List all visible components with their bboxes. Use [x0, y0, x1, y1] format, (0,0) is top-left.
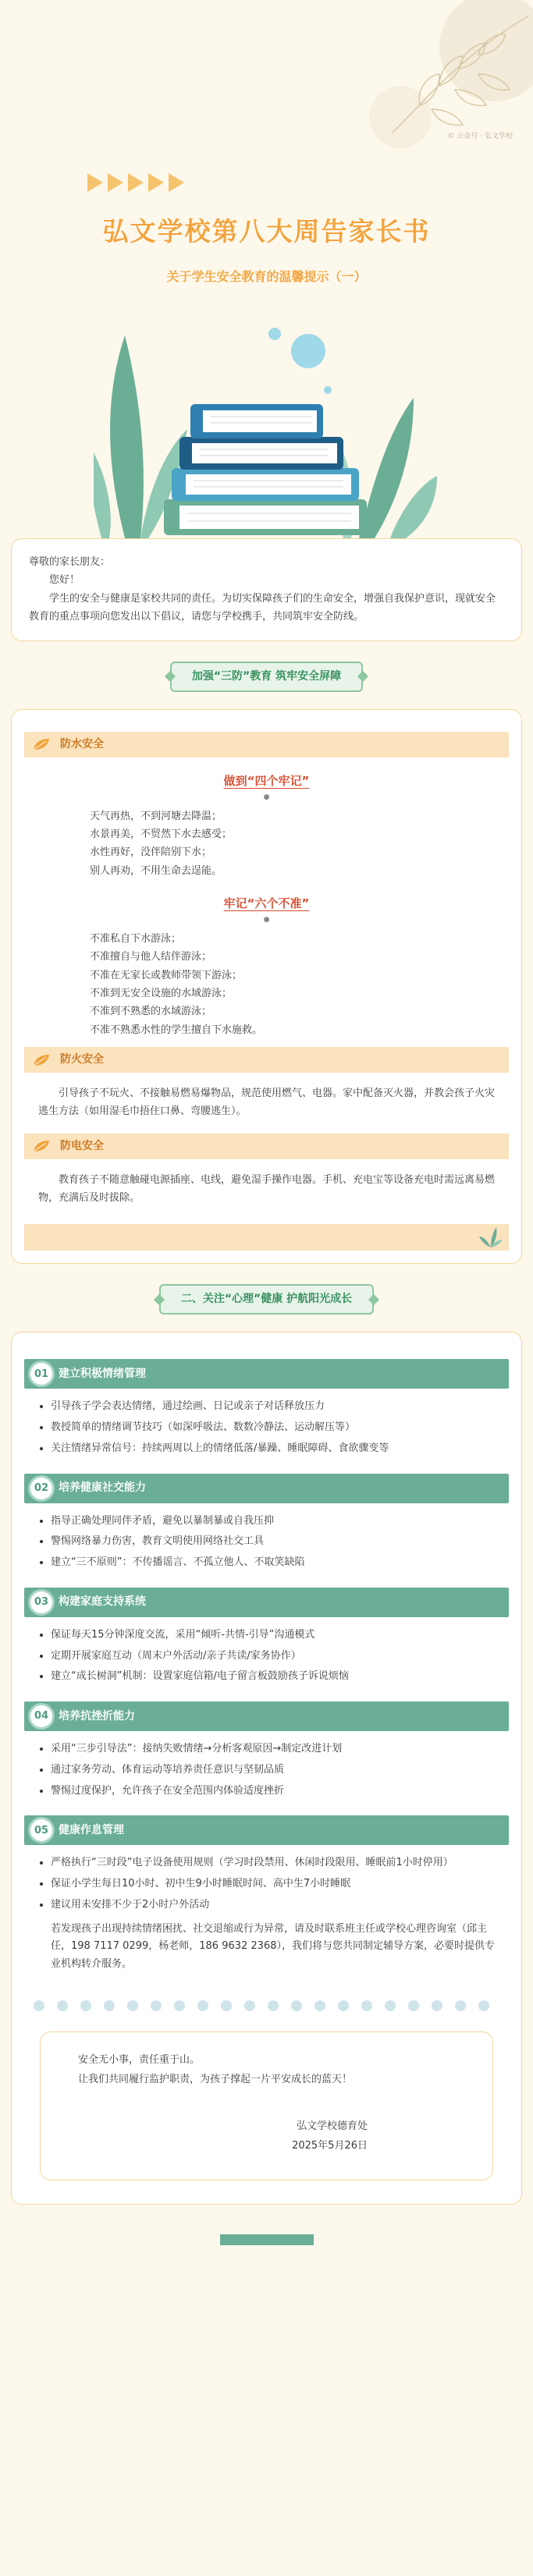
safety-section-card: [11, 709, 522, 1265]
block-number: 05: [30, 1819, 52, 1841]
block-title: 培养抗挫折能力: [59, 1709, 135, 1723]
closing-card: [40, 2031, 493, 2180]
water-safety-header: [24, 732, 509, 758]
block-title: 构建家庭支持系统: [59, 1595, 146, 1609]
fire-safety-title: 防火安全: [60, 1053, 104, 1066]
list-item: 严格执行“三时段”电子设备使用规则（学习时段禁用、休闲时段限用、睡眠前1小时停用）: [51, 1854, 503, 1872]
section1-footer-bar: [24, 1224, 509, 1251]
salutation: 尊敬的家长朋友：: [29, 556, 111, 568]
block-list: [12, 1740, 521, 1800]
list-item: 不准擅自与他人结伴游泳；: [90, 951, 212, 963]
block-header: [24, 1359, 509, 1389]
fire-safety-header: [24, 1047, 509, 1073]
block-list: [12, 1398, 521, 1457]
list-item: 水性再好，没伴陪别下水；: [90, 846, 212, 859]
signature-org: 弘文学校德育处: [296, 2120, 368, 2133]
page-subtitle: 关于学生安全教育的温馨提示（一）: [166, 269, 367, 284]
leaf-icon: [32, 1139, 52, 1153]
list-item: 不准在无家长或教师带领下游泳；: [90, 969, 243, 981]
list-item: 建立“三不原则”：不传播谣言、不孤立他人、不取笑缺陷: [51, 1554, 503, 1572]
list-item: 警惕网络暴力伤害，教育文明使用网络社交工具: [51, 1533, 503, 1551]
block-list: [12, 1627, 521, 1686]
list-item: 保证小学生每日10小时、初中生9小时睡眠时间、高中生7小时睡眠: [51, 1875, 503, 1893]
contact-paragraph: 若发现孩子出现持续情绪困扰、社交退缩或行为异常，请及时联系班主任或学校心理咨询室（邱主任，198 7117 0299，杨老师，186 9632 2368），我们将与您共同制定辅导方案，必要时提供专业机构转介服务。: [51, 1922, 495, 1971]
list-item: 引导孩子学会表达情绪，通过绘画、日记或亲子对话释放压力: [51, 1398, 503, 1416]
signature-block: [78, 2117, 461, 2156]
books-plants-illustration: [94, 320, 445, 538]
list-item: 教授简单的情绪调节技巧（如深呼吸法、数数冷静法、运动解压等）: [51, 1419, 503, 1437]
block-title: 建立积极情绪管理: [59, 1367, 146, 1380]
block-list: [12, 1854, 521, 1914]
list-item: 保证每天15分钟深度交流，采用“倾听-共情-引导”沟通模式: [51, 1627, 503, 1645]
list-item: 关注情绪异常信号：持续两周以上的情绪低落/暴躁、睡眠障碍、食欲骤变等: [51, 1440, 503, 1458]
list-item: 建议用未安排不少于2小时户外活动: [51, 1897, 503, 1914]
bottom-bar: [220, 2234, 314, 2245]
list-item: 不准到不熟悉的水域游泳；: [90, 1006, 212, 1018]
list-item: 不准到无安全设施的水域游泳；: [90, 987, 233, 999]
fire-safety-body: 引导孩子不玩火、不接触易燃易爆物品，规范使用燃气、电器。家中配备灭火器，并教会孩子火灾逃生方法（如用湿毛巾捂住口鼻、弯腰逃生）。: [38, 1088, 496, 1117]
mental-health-card: [11, 1332, 522, 2204]
list-item: 天气再热，不到河塘去降温；: [90, 810, 222, 822]
greeting-card: [11, 538, 522, 641]
watermark: © 公众号 · 弘文学校: [447, 133, 513, 140]
six-forbid-title: 牢记“六个不准”: [223, 896, 310, 911]
leaf-icon: [32, 737, 52, 751]
leaf-icon: [32, 1053, 52, 1067]
list-item: 别人再劝，不用生命去逞能。: [90, 864, 222, 877]
list-item: 水景再美，不贸然下水去感受；: [90, 828, 233, 840]
four-remember-title: 做到“四个牢记”: [223, 773, 310, 788]
block-number: 03: [30, 1591, 52, 1613]
block-number: 01: [30, 1363, 52, 1385]
block-list: [12, 1513, 521, 1572]
hero-section: [0, 0, 533, 538]
list-item: 不准私自下水游泳；: [90, 932, 182, 945]
water-safety-title: 防水安全: [60, 737, 104, 750]
list-item: 警惕过度保护，允许孩子在安全范围内体验适度挫折: [51, 1783, 503, 1801]
list-item: 定期开展家庭互动（周末户外活动/亲子共读/家务协作）: [51, 1648, 503, 1666]
closing-line-2: 让我们共同履行监护职责，为孩子撑起一片平安成长的蓝天！: [78, 2073, 353, 2085]
electric-safety-header: [24, 1134, 509, 1159]
list-item: 建立“成长树洞”机制：设置家庭信箱/电子留言板鼓励孩子诉说烦恼: [51, 1668, 503, 1686]
block-title: 培养健康社交能力: [59, 1481, 146, 1495]
block-header: [24, 1701, 509, 1731]
section1-banner-wrap: [0, 662, 533, 692]
plant-icon: [479, 1227, 503, 1247]
greeting-body: 学生的安全与健康是家校共同的责任。为切实保障孩子们的生命安全，增强自我保护意识，现就安全教育的重点事项向您发出以下倡议，请您与学校携手，共同筑牢安全防线。: [29, 592, 496, 623]
list-item: 采用“三步引导法”：接纳失败情绪→分析客观原因→制定改进计划: [51, 1740, 503, 1758]
electric-safety-title: 防电安全: [60, 1139, 104, 1152]
page-title: 弘文学校第八大周告家长书: [102, 216, 431, 247]
list-item: 指导正确处理同伴矛盾，避免以暴制暴或自我压抑: [51, 1513, 503, 1531]
section1-banner: 加强“三防”教育 筑牢安全屏障: [170, 662, 363, 692]
decor-dots: [12, 1977, 521, 2019]
section2-banner: 二、关注“心理”健康 护航阳光成长: [159, 1284, 374, 1315]
block-header: [24, 1815, 509, 1845]
electric-safety-body: 教育孩子不随意触碰电源插座、电线，避免湿手操作电器。手机、充电宝等设备充电时需远离易燃物，充满后及时拔除。: [38, 1173, 496, 1204]
list-item: 通过家务劳动、体育运动等培养责任意识与坚韧品质: [51, 1762, 503, 1779]
block-number: 02: [30, 1478, 52, 1499]
block-header: [24, 1474, 509, 1503]
signature-date: 2025年5月26日: [292, 2140, 368, 2152]
closing-line-1: 安全无小事，责任重于山。: [78, 2053, 201, 2066]
hello-text: 您好！: [49, 574, 80, 587]
block-header: [24, 1588, 509, 1617]
dot-divider: ●: [263, 915, 270, 924]
six-forbid-list: [90, 930, 521, 1039]
section2-banner-wrap: [0, 1284, 533, 1315]
four-remember-list: [90, 807, 521, 881]
decor-triangles: [87, 173, 184, 192]
dot-divider: ●: [263, 793, 270, 801]
block-title: 健康作息管理: [59, 1823, 124, 1836]
list-item: 不准不熟悉水性的学生擅自下水施救。: [90, 1024, 263, 1036]
block-number: 04: [30, 1705, 52, 1727]
